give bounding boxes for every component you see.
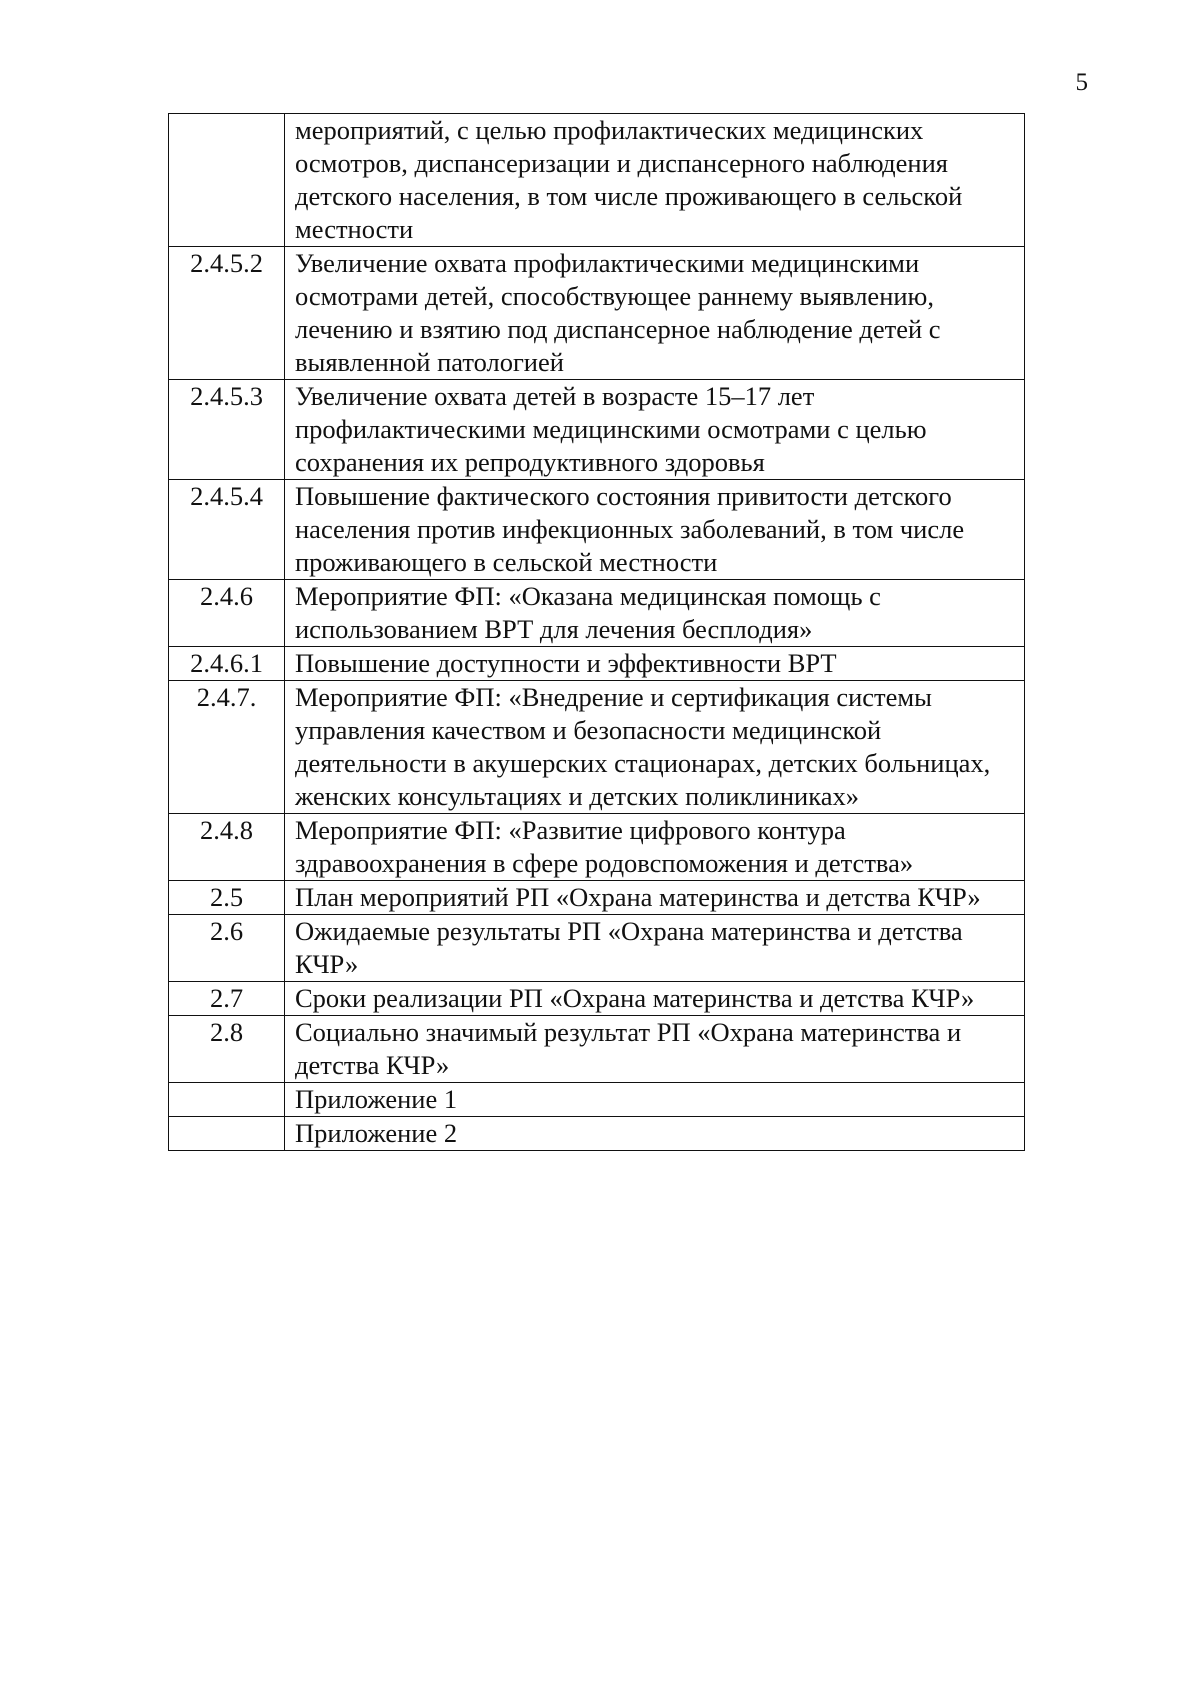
page-number: 5 (1075, 69, 1088, 96)
section-number: 2.4.5.3 (169, 380, 285, 480)
section-title: Социально значимый результат РП «Охрана материнства и детства КЧР» (285, 1016, 1025, 1083)
section-title: Приложение 2 (285, 1117, 1025, 1151)
section-title: Увеличение охвата профилактическими медицинскими осмотрами детей, способствующее раннему выявлению, лечению и взятию под диспансерное наблюдение детей с выявленной патологией (285, 247, 1025, 380)
section-number: 2.8 (169, 1016, 285, 1083)
section-number: 2.4.5.2 (169, 247, 285, 380)
contents-table (168, 113, 1025, 1151)
section-title: Повышение доступности и эффективности ВРТ (285, 647, 1025, 681)
section-number: 2.4.6 (169, 580, 285, 647)
section-title: мероприятий, с целью профилактических медицинских осмотров, диспансеризации и диспансерного наблюдения детского населения, в том числе проживающего в сельской местности (285, 114, 1025, 247)
table-row (169, 881, 1025, 915)
table-row (169, 1016, 1025, 1083)
table-row (169, 247, 1025, 380)
section-number: 2.4.7. (169, 681, 285, 814)
section-title: Приложение 1 (285, 1083, 1025, 1117)
section-title: План мероприятий РП «Охрана материнства и детства КЧР» (285, 881, 1025, 915)
section-title: Мероприятие ФП: «Развитие цифрового контура здравоохранения в сфере родовспоможения и детства» (285, 814, 1025, 881)
section-number: 2.4.6.1 (169, 647, 285, 681)
table-row (169, 1117, 1025, 1151)
section-number (169, 1117, 285, 1151)
table-row (169, 114, 1025, 247)
section-number: 2.5 (169, 881, 285, 915)
table-row (169, 915, 1025, 982)
table-row (169, 982, 1025, 1016)
section-number: 2.6 (169, 915, 285, 982)
table-row (169, 647, 1025, 681)
section-title: Сроки реализации РП «Охрана материнства и детства КЧР» (285, 982, 1025, 1016)
section-title: Повышение фактического состояния привитости детского населения против инфекционных заболеваний, в том числе проживающего в сельской местности (285, 480, 1025, 580)
section-number: 2.7 (169, 982, 285, 1016)
section-title: Ожидаемые результаты РП «Охрана материнства и детства КЧР» (285, 915, 1025, 982)
table-row (169, 1083, 1025, 1117)
section-number: 2.4.8 (169, 814, 285, 881)
section-number: 2.4.5.4 (169, 480, 285, 580)
table-row (169, 681, 1025, 814)
table-row (169, 380, 1025, 480)
section-number (169, 114, 285, 247)
table-row (169, 814, 1025, 881)
section-number (169, 1083, 285, 1117)
table-row (169, 580, 1025, 647)
section-title: Увеличение охвата детей в возрасте 15–17 лет профилактическими медицинскими осмотрами с целью сохранения их репродуктивного здоровья (285, 380, 1025, 480)
table-row (169, 480, 1025, 580)
section-title: Мероприятие ФП: «Внедрение и сертификация системы управления качеством и безопасности медицинской деятельности в акушерских стационарах, детских больницах, женских консультациях и детских поликлиниках» (285, 681, 1025, 814)
section-title: Мероприятие ФП: «Оказана медицинская помощь с использованием ВРТ для лечения бесплодия» (285, 580, 1025, 647)
